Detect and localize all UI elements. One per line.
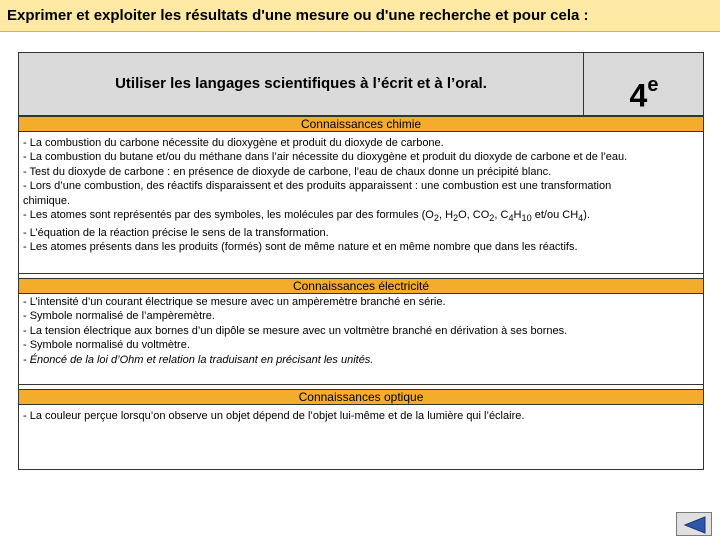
list-item: - L’intensité d’un courant électrique se mesure avec un ampèremètre branché en série. (23, 296, 446, 308)
section-body-electricite (23, 295, 699, 367)
formula-text: - Les atomes sont représentés par des symboles, les molécules par des formules (O (23, 209, 434, 222)
list-item: - Test du dioxyde de carbone : en présence de dioxyde de carbone, l’eau de chaux donne un précipité blanc. (23, 165, 552, 178)
section-divider (19, 384, 703, 385)
formula-subscript: 4 (578, 213, 584, 224)
page-title: Exprimer et exploiter les résultats d'une mesure ou d'une recherche et pour cela : (0, 0, 720, 32)
section-body-optique (23, 409, 699, 423)
formula-subscript: 2 (433, 213, 439, 224)
list-item: - La tension électrique aux bornes d’un dipôle se mesure avec un voltmètre branché en dérivation à ses bornes. (23, 324, 568, 337)
formula-text: et/ou CH (531, 209, 579, 222)
arrow-left-icon (683, 516, 707, 534)
list-item: - Lors d’une combustion, des réactifs disparaissent et des produits apparaissent : une combustion est une transformation (23, 180, 612, 193)
list-item: - Symbole normalisé du voltmètre. (23, 339, 190, 352)
section-heading-chimie: Connaissances chimie (19, 116, 703, 132)
formula-text: , C (494, 209, 509, 222)
list-item: - La combustion du carbone nécessite du dioxygène et produit du dioxyde de carbone. (23, 137, 444, 149)
list-item: chimique. (23, 194, 71, 207)
formula-text: O, CO (458, 209, 490, 222)
formula-subscript: 10 (521, 213, 532, 224)
list-item: - Symbole normalisé de l’ampèremètre. (23, 310, 215, 323)
list-item: - L’équation de la réaction précise le sens de la transformation. (23, 226, 329, 239)
formula-subscript: 2 (489, 213, 495, 224)
formula-subscript: 4 (508, 213, 514, 224)
formula-subscript: 2 (453, 213, 459, 224)
list-item: - La combustion du butane et/ou du méthane dans l’air nécessite du dioxygène et produit du dioxyde de carbone et de l’eau. (23, 151, 628, 164)
formula-text: H (513, 209, 522, 222)
objective-text: Utiliser les langages scientifiques à l’écrit et à l’oral. (19, 53, 584, 115)
section-body-chimie (23, 136, 699, 254)
section-heading-optique: Connaissances optique (19, 389, 703, 405)
grade-suffix: e (647, 74, 659, 96)
section-heading-electricite: Connaissances électricité (19, 278, 703, 294)
list-item: - La couleur perçue lorsqu’on observe un objet dépend de l’objet lui-même et de la lumière qui l’éclaire. (23, 410, 525, 422)
previous-slide-button[interactable] (676, 512, 712, 536)
list-item-formulas (23, 208, 699, 226)
section-divider (19, 273, 703, 274)
competence-card (18, 52, 704, 470)
grade-number: 4 (629, 77, 648, 114)
list-item: - Les atomes présents dans les produits (formés) sont de même nature et en même nombre que dans les réactifs. (23, 241, 578, 254)
grade-label (585, 53, 703, 115)
list-item: - Énoncé de la loi d’Ohm et relation la traduisant en précisant les unités. (23, 353, 374, 366)
formula-text: , H (438, 209, 454, 222)
formula-text: ). (583, 209, 590, 222)
card-header (19, 53, 703, 116)
